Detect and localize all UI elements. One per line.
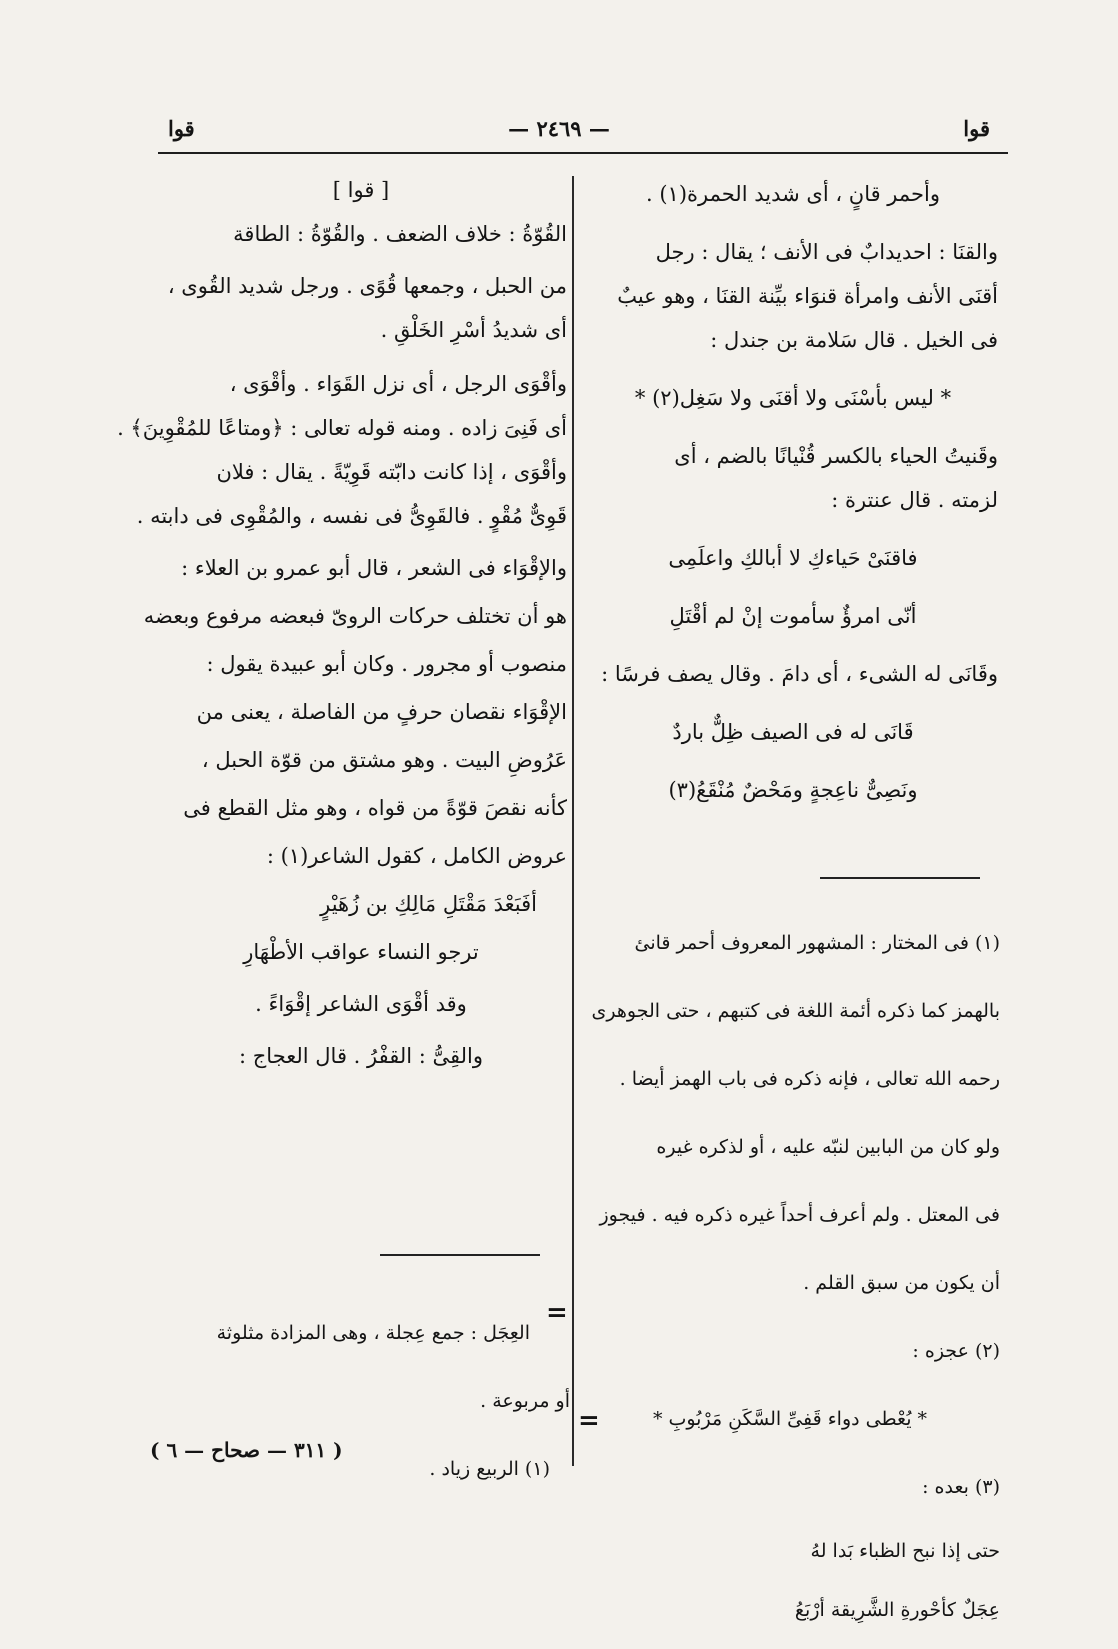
running-head-right: قوا xyxy=(963,116,990,141)
footnote-line: فى المعتل . ولم أعرف أحداً غيره ذكره فيه . فيجوز xyxy=(599,1204,1000,1226)
text-line: كأنه نقصَ قوّةً من قواه ، وهو مثل القطع فى xyxy=(183,796,567,820)
verse-line: ونَصِىٌّ ناعِجةٍ ومَحْضٌ مُنْقَعُ(٣) xyxy=(668,778,918,802)
footnote-line: ولو كان من البابين لنبّه عليه ، أو لذكره غيره xyxy=(656,1136,1000,1158)
text-line: هو أن تختلف حركات الروىّ فبعضه مرفوع وبعضه xyxy=(143,604,567,628)
text-line: وأحمر قانٍ ، أى شديد الحمرة(١) . xyxy=(646,182,940,206)
continuation-mark-left: = xyxy=(546,1298,568,1328)
footnote-line: (٢) عجزه : xyxy=(912,1340,1000,1362)
text-line: والقِىُّ : القفْرُ . قال العجاج : xyxy=(238,1044,483,1068)
verse-line: * ليس بأسْنَى ولا أقنَى ولا سَغِل(٢) * xyxy=(634,386,952,410)
text-line: أقنَى الأنف وامرأة قنوَاء بيِّنة القنَا ، وهو عيبٌ xyxy=(617,284,998,308)
continuation-mark-right: = xyxy=(578,1406,600,1436)
text-line: أى فَنِىَ زاده . ومنه قوله تعالى : ﴿ومتاعًا للمُقْوِينَ﴾ . xyxy=(117,416,567,440)
footnote-line: أن يكون من سبق القلم . xyxy=(803,1272,1000,1294)
text-line: عَرُوضِ البيت . وهو مشتق من قوّة الحبل ، xyxy=(201,748,567,772)
text-line: وأقْوَى ، إذا كانت دابّته قَوِيّةً . يقال : فلان xyxy=(216,460,567,484)
footnote-line: رحمه الله تعالى ، فإنه ذكره فى باب الهمز أيضا . xyxy=(619,1068,1000,1090)
text-line: منصوب أو مجرور . وكان أبو عبيدة يقول : xyxy=(206,652,567,676)
header-rule xyxy=(158,152,1008,154)
verse-line: فاقنَىْ حَياءكِ لا أبالكِ واعلَمِى xyxy=(668,546,918,570)
footnote-rule-left xyxy=(380,1254,540,1256)
text-line: من الحبل ، وجمعها قُوًى . ورجل شديد القُوى ، xyxy=(167,274,567,298)
text-line: والإقْوَاء فى الشعر ، قال أبو عمرو بن العلاء : xyxy=(181,556,567,580)
verse-line: قَانَى له فى الصيف ظِلٌّ باردٌ xyxy=(672,720,914,744)
footnote-rule-right xyxy=(820,877,980,879)
text-line: قَوِىٌّ مُقْوٍ . فالقَوِىُّ فى نفسه ، والمُقْوِى فى دابته . xyxy=(136,504,567,528)
column-divider xyxy=(572,176,574,1466)
text-line: لزمته . قال عنترة : xyxy=(831,488,998,512)
footnote-line: بالهمز كما ذكره أئمة اللغة فى كتبهم ، حتى الجوهرى xyxy=(591,1000,1000,1022)
footnote-line: (١) الربيع زياد . xyxy=(429,1458,550,1480)
page-number: — ٢٤٦٩ — xyxy=(508,116,610,141)
text-line: والقنَا : احديدابٌ فى الأنف ؛ يقال : رجل xyxy=(655,240,998,264)
signature-mark: ( ٣١١ — صحاح — ٦ ) xyxy=(150,1438,343,1462)
footnote-verse: حتى إذا نبح الظباء بَدا لهُ xyxy=(810,1540,1000,1562)
footnote-line: العِجَل : جمع عِجلة ، وهى المزادة مثلوثة xyxy=(216,1322,530,1344)
text-line: أى شديدُ أسْرِ الخَلْقِ . xyxy=(380,318,567,342)
footnote-line: (١) فى المختار : المشهور المعروف أحمر قانئ xyxy=(634,932,1000,954)
footnote-line: أو مربوعة . xyxy=(480,1390,570,1412)
footnote-verse: * يُعْطى دواء قَفِىِّ السَّكَنِ مَرْبُوبِ * xyxy=(652,1408,928,1430)
entry-title: [ قوا ] xyxy=(332,178,390,202)
text-line: الإقْوَاء نقصان حرفٍ من الفاصلة ، يعنى من xyxy=(196,700,567,724)
text-line: وقَانَى له الشىء ، أى دامَ . وقال يصف فرسًا : xyxy=(601,662,998,686)
footnote-line: (٣) بعده : xyxy=(922,1476,1000,1498)
right-footnotes xyxy=(580,900,1000,1649)
text-line: القُوّةُ : خلاف الضعف . والقُوّةُ : الطاقة xyxy=(233,222,567,246)
verse-line: ترجو النساء عواقب الأطْهَارِ xyxy=(243,940,479,964)
verse-line: وقد أقْوَى الشاعر إقْوَاءً . xyxy=(255,992,467,1016)
text-line: وأقْوَى الرجل ، أى نزل القَوَاء . وأقْوَى ، xyxy=(229,372,567,396)
footnote-verse: عِجَلٌ كأحْورةِ الشَّرِيقة أرْبَعُ xyxy=(794,1599,1000,1621)
verse-line: أفَبَعْدَ مَقْتَلِ مَالِكِ بن زُهَيْرٍ xyxy=(320,892,537,916)
left-column xyxy=(117,168,567,1078)
text-line: عروض الكامل ، كقول الشاعر(١) : xyxy=(266,844,567,868)
running-head-left: قوا xyxy=(168,116,195,141)
left-footnotes xyxy=(150,1290,570,1513)
text-line: وقَنيتُ الحياء بالكسر قُنْيانًا بالضم ، أى xyxy=(674,444,998,468)
text-line: فى الخيل . قال سَلامة بن جندل : xyxy=(710,328,998,352)
right-column xyxy=(588,172,998,812)
verse-line: أنّى امرؤٌ سأموت إنْ لم أقْتَلِ xyxy=(669,604,917,628)
